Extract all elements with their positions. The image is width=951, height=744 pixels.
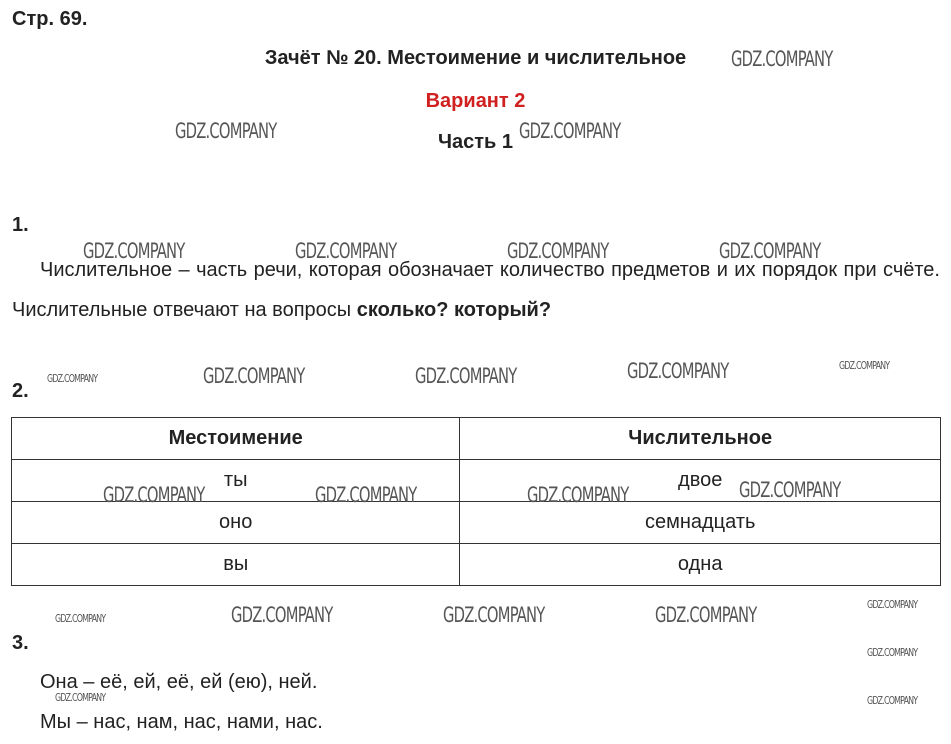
watermark: GDZ.COMPANY [175, 119, 277, 143]
watermark: GDZ.COMPANY [231, 603, 333, 627]
page-reference: Стр. 69. [12, 8, 88, 30]
watermark: GDZ.COMPANY [443, 603, 545, 627]
numeral-cell: одна [460, 544, 941, 586]
watermark: GDZ.COMPANY [55, 612, 106, 625]
table-header-row [12, 418, 941, 460]
task1-definition [12, 250, 940, 330]
table-row [12, 544, 941, 586]
watermark: GDZ.COMPANY [627, 359, 729, 383]
test-title: Зачёт № 20. Местоимение и числительное [264, 47, 687, 69]
task1-questions: сколько? который? [356, 299, 552, 321]
watermark: GDZ.COMPANY [295, 239, 397, 263]
watermark: GDZ.COMPANY [507, 239, 609, 263]
watermark: GDZ.COMPANY [719, 239, 821, 263]
pronoun-numeral-table [11, 417, 941, 586]
watermark: GDZ.COMPANY [55, 691, 106, 704]
watermark: GDZ.COMPANY [867, 694, 918, 707]
task1-number: 1. [12, 214, 29, 236]
table-row [12, 502, 941, 544]
task3-line: Она – её, ей, её, ей (ею), ней. [40, 671, 318, 693]
watermark: GDZ.COMPANY [527, 483, 629, 507]
header-pronoun: Местоимение [12, 418, 460, 460]
task2-number: 2. [12, 380, 29, 402]
pronoun-cell: оно [12, 502, 460, 544]
task1-text: Числительное – часть речи, которая обозначает количество предметов и их порядок при счёте. Числительные отвечают на вопросы [12, 259, 940, 321]
numeral-cell: семнадцать [460, 502, 941, 544]
numeral-cell: двое [460, 460, 941, 502]
watermark: GDZ.COMPANY [731, 47, 833, 71]
watermark: GDZ.COMPANY [415, 364, 517, 388]
part-label: Часть 1 [437, 131, 514, 153]
watermark: GDZ.COMPANY [739, 478, 841, 502]
pronoun-cell: вы [12, 544, 460, 586]
watermark: GDZ.COMPANY [203, 364, 305, 388]
pronoun-cell: ты [12, 460, 460, 502]
watermark: GDZ.COMPANY [867, 598, 918, 611]
watermark: GDZ.COMPANY [519, 119, 621, 143]
task3-line: Мы – нас, нам, нас, нами, нас. [40, 711, 323, 733]
watermark: GDZ.COMPANY [83, 239, 185, 263]
header-numeral: Числительное [460, 418, 941, 460]
watermark: GDZ.COMPANY [47, 372, 98, 385]
variant-label: Вариант 2 [425, 90, 526, 112]
watermark: GDZ.COMPANY [315, 483, 417, 507]
watermark: GDZ.COMPANY [867, 646, 918, 659]
watermark: GDZ.COMPANY [655, 603, 757, 627]
watermark: GDZ.COMPANY [103, 483, 205, 507]
watermark: GDZ.COMPANY [839, 359, 890, 372]
table-row [12, 460, 941, 502]
task3-number: 3. [12, 632, 29, 654]
